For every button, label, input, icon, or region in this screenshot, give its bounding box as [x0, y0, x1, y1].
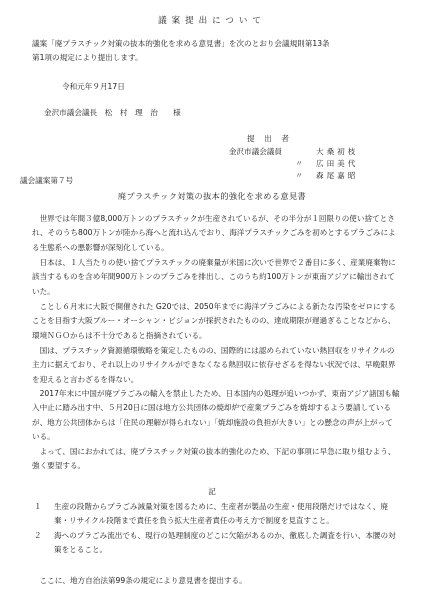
body-paragraph: 世界では年間３億8,000万トンのプラスチックが生産されているが、その半分が１回限りの使い捨てとされ、そのうち800万トンが陸から海へと流れ込んでおり、海洋プラスチックごみを初めとするプラごみによる生態系への悪影響が深刻化している。 — [32, 214, 396, 252]
submitter-row — [228, 171, 376, 181]
submitter-name: 大桑初枝 — [316, 147, 359, 156]
submitter-name: 森尾嘉昭 — [316, 171, 359, 180]
list-item-text: 生産の段階からプラごみ減量対策を図るために、生産者が製品の生産・使用段階だけではなく、廃棄・リサイクル段階まで責任を負う拡大生産者責任の考え方で制度を見直すこと。 — [54, 502, 388, 526]
list-item — [32, 529, 400, 558]
bill-number: 議会議案第７号 — [20, 176, 74, 185]
intro-text-line2: 第1項の規定により提出します。 — [32, 53, 143, 62]
submitter-ditto: 〃 — [295, 159, 303, 168]
closing-statement: ここに、地方自治法第99条の規定により意見書を提出する。 — [39, 576, 247, 585]
submitter-affiliation — [228, 171, 282, 181]
submitters-heading: 提 出 者 — [247, 134, 290, 143]
document-title: 議案提出について — [158, 16, 266, 26]
ki-heading: 記 — [208, 487, 216, 496]
list-item-number: ２ — [34, 530, 42, 540]
addressee: 金沢市議会議長 松 村 理 治 様 — [44, 108, 181, 117]
submitter-row — [228, 147, 376, 157]
body-paragraph: 日本は、１人当たりの使い捨てプラスチックの廃棄量が米国に次いで世界で２番目に多く、産業廃棄物に該当するものを含め年間900万トンのプラごみを排出し、このうち約100万トンが東南アジアに輸出されていた。 — [32, 258, 396, 296]
submitters-list — [228, 147, 376, 181]
demand-list — [32, 500, 400, 558]
intro-text-line1: 議案「廃プラスチック対策の抜本的強化を求める意見書」を次のとおり会議規則第13条 — [32, 39, 330, 48]
body-paragraph: 国は、プラスチック資源循環戦略を策定したものの、国際的には認められていない熱回収をリサイクルの主力に据えており、それ以上のリサイクルができなくなる熱回収に依存せざるを得ない状況では、早晩限界を迎えると言わざるを得ない。 — [32, 346, 396, 384]
submitter-row — [228, 159, 376, 169]
submitter-affiliation — [228, 159, 282, 169]
submitter-ditto: 〃 — [295, 171, 303, 180]
list-item-text: 海へのプラごみ流出でも、現行の処理制度のどこに欠陥があるのか、徹底した調査を行い、本腰の対策をとること。 — [54, 530, 396, 555]
list-item-number: １ — [34, 502, 42, 511]
body-paragraph: 2017年末に中国が廃プラごみの輸入を禁止したため、日本国内の処理が追いつかず、東南アジア諸国も輸入中止に踏み出す中、５月20日に国は地方公共団体の焼却炉で産業プラごみを焼却するよう要請しているが、地方公共団体からは「住民の理解が得られない」「焼却施設の負担が大きい」との懸念の声が上がっている。 — [32, 389, 400, 442]
body-paragraph: よって、国におかれては、廃プラスチック対策の抜本的強化のため、下記の事項に早急に取り組むよう、強く要望する。 — [32, 447, 396, 471]
bill-subtitle: 廃プラスチック対策の抜本的強化を求める意見書 — [117, 191, 307, 201]
submitter-ditto — [282, 147, 316, 157]
submitter-name: 広田美代 — [316, 159, 359, 168]
submission-date: 令和元年９月17日 — [62, 82, 125, 91]
list-item — [32, 500, 400, 529]
submitter-affiliation: 金沢市議会議員 — [228, 147, 282, 156]
body-paragraph: ことし６月末に大阪で開催された G20では、2050年までに海洋プラごみによる新たな汚染をゼロにすることを目指す大阪ブルー・オーシャン・ビジョンが採択されたものの、達成期限が遅過ぎることなどから、環境ＮＧＯからは不十分であると指摘されている。 — [32, 302, 396, 340]
